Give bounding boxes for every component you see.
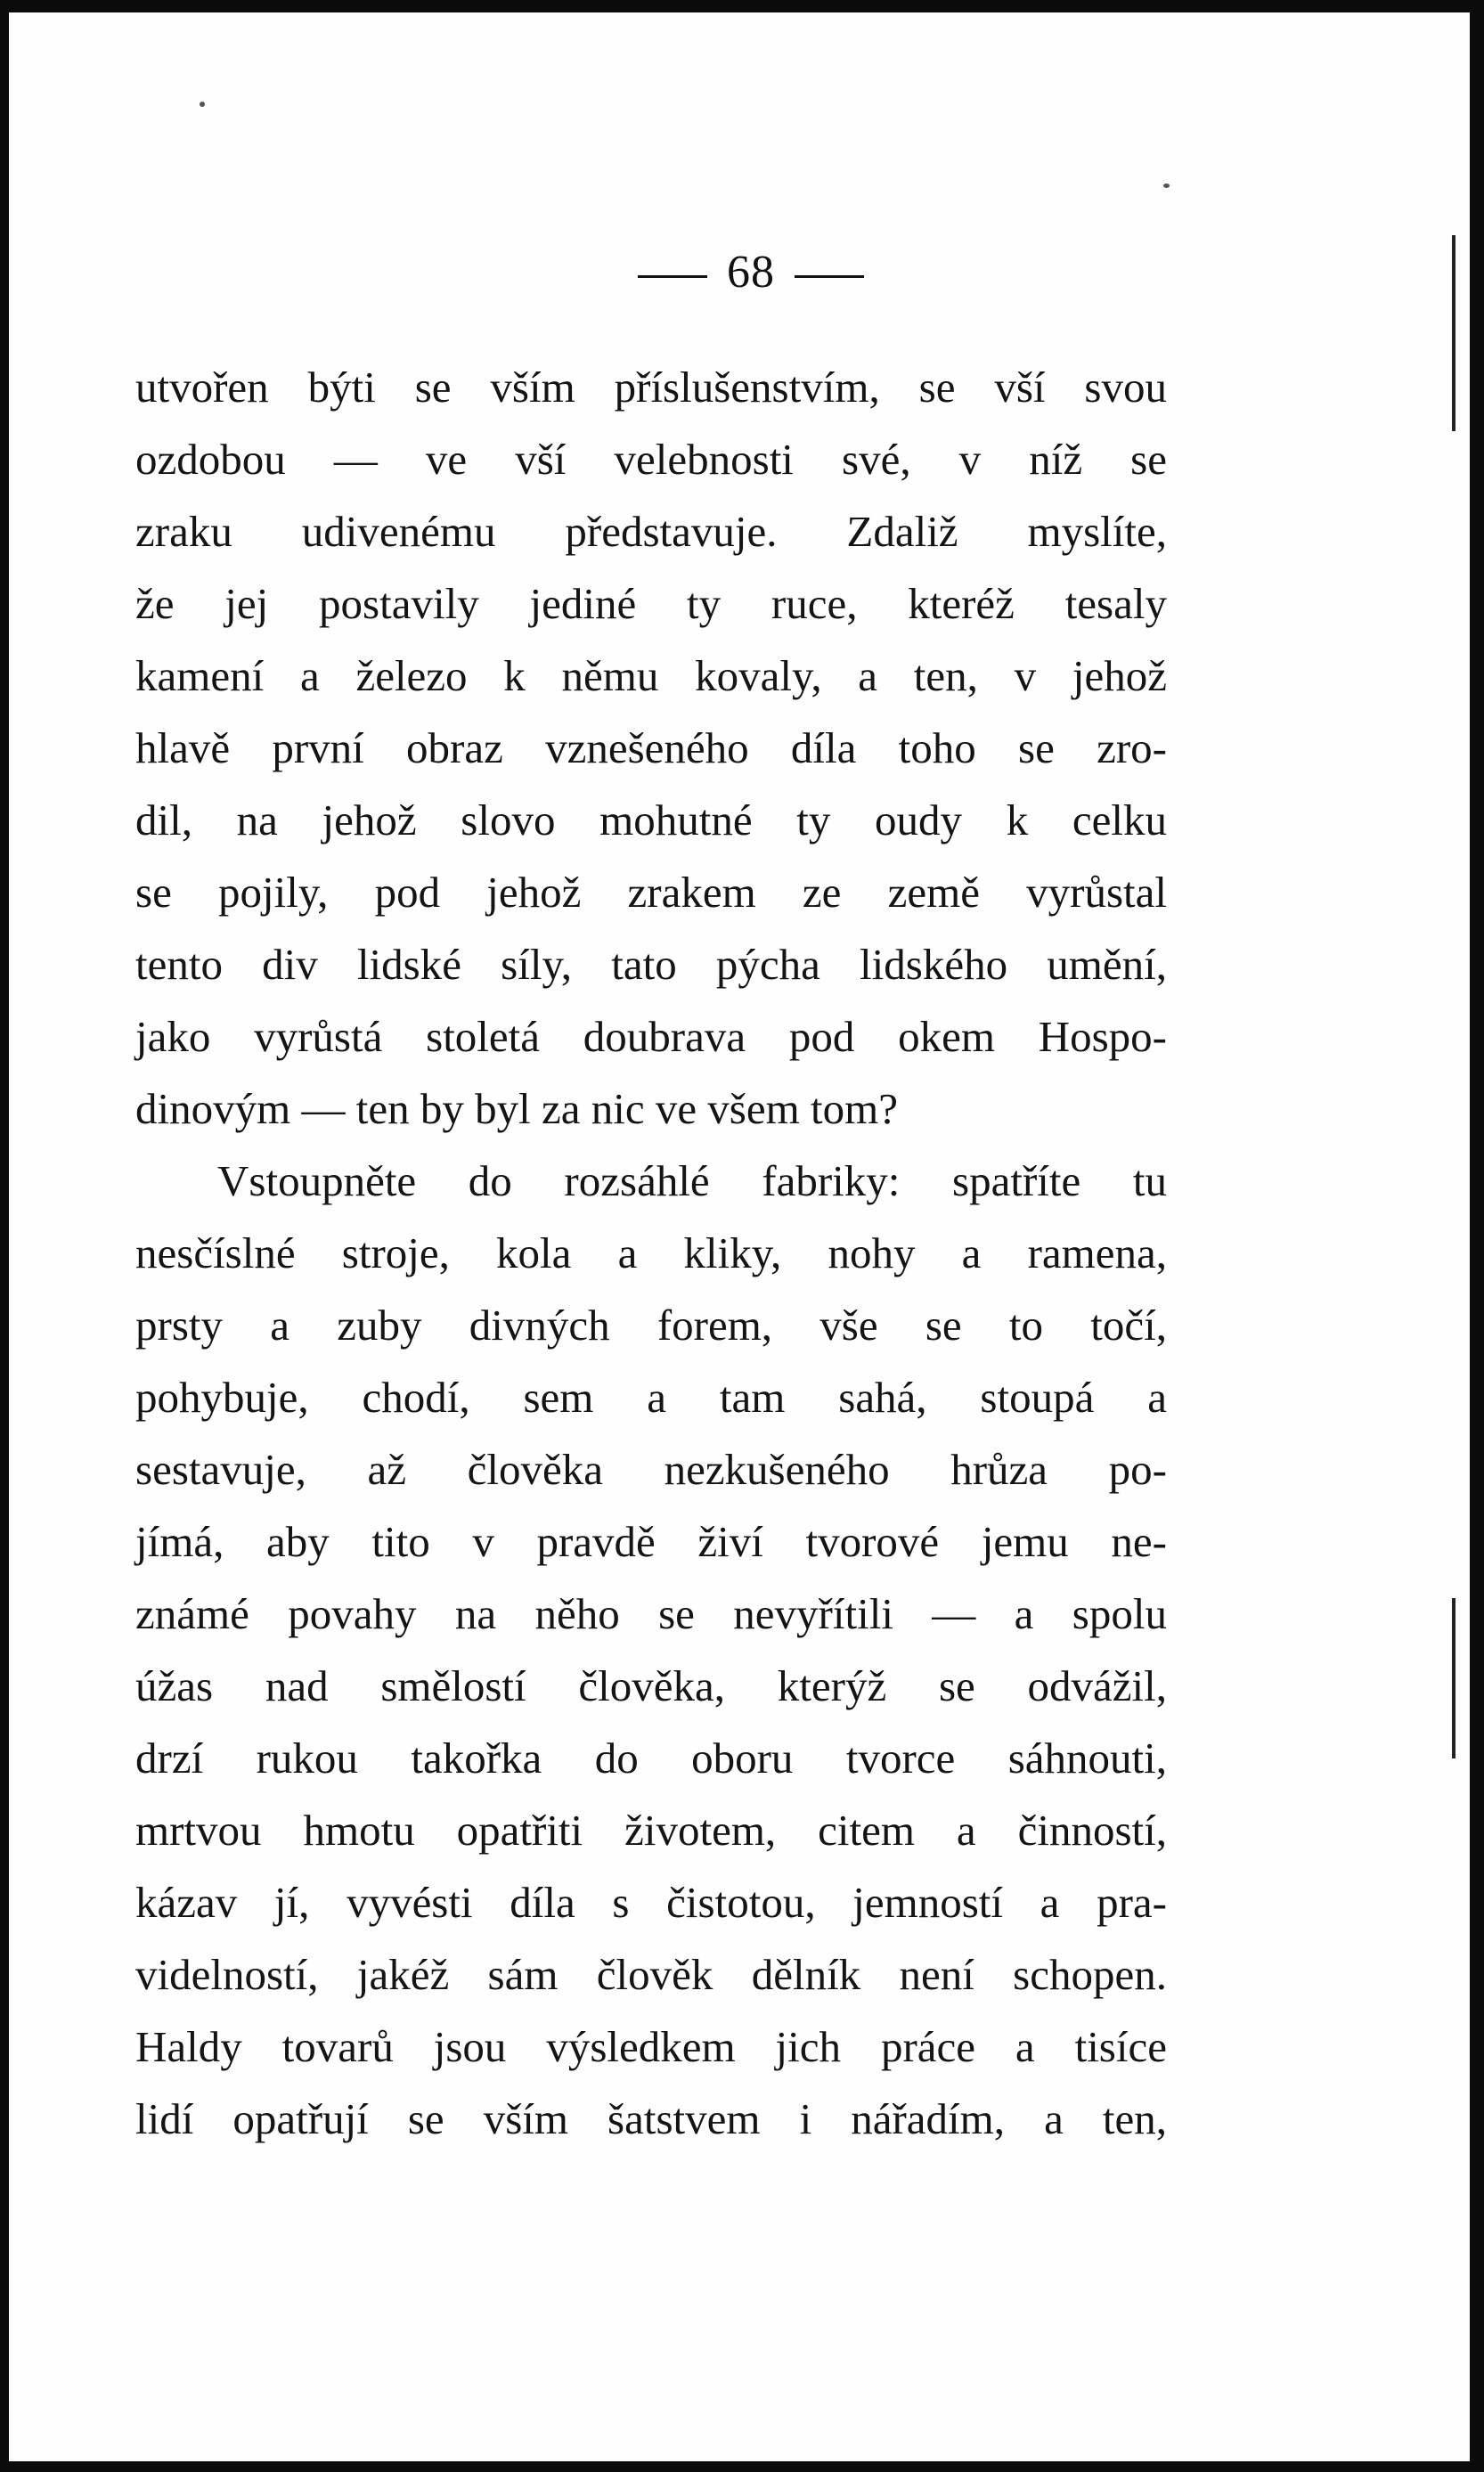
text-line: zraku udivenému představuje. Zdaliž myslíte, xyxy=(135,507,1167,556)
text-line: drzí rukou takořka do oboru tvorce sáhnouti, xyxy=(135,1734,1167,1783)
text-line: tento div lidské síly, tato pýcha lidského umění, xyxy=(135,940,1167,989)
text-line: dinovým — ten by byl za nic ve všem tom? xyxy=(135,1084,898,1133)
text-line: známé povahy na něho se nevyřítili — a spolu xyxy=(135,1589,1167,1638)
text-line: se pojily, pod jehož zrakem ze země vyrůstal xyxy=(135,868,1167,917)
text-line: jímá, aby tito v pravdě živí tvorové jemu ne- xyxy=(135,1517,1167,1566)
text-line: jako vyrůstá stoletá doubrava pod okem Hospo- xyxy=(135,1012,1167,1061)
scan-speck xyxy=(200,102,205,107)
text-line: Vstoupněte do rozsáhlé fabriky: spatříte tu xyxy=(217,1156,1167,1205)
body-text xyxy=(135,351,1167,2155)
page-number-dash-right xyxy=(795,275,864,278)
text-line: úžas nad smělostí člověka, kterýž se odvážil, xyxy=(135,1661,1167,1710)
text-line: lidí opatřují se vším šatstvem i nářadím, a ten, xyxy=(135,2094,1167,2143)
page-number-header xyxy=(9,246,1484,298)
text-line: hlavě první obraz vznešeného díla toho se zro- xyxy=(135,723,1167,772)
page-number: 68 xyxy=(727,247,775,298)
text-line: kázav jí, vyvésti díla s čistotou, jemností a pra- xyxy=(135,1878,1167,1927)
text-line: sestavuje, až člověka nezkušeného hrůza po- xyxy=(135,1445,1167,1494)
text-line: dil, na jehož slovo mohutné ty oudy k celku xyxy=(135,795,1167,844)
text-line: kamení a železo k němu kovaly, a ten, v jehož xyxy=(135,651,1167,700)
scan-speck xyxy=(1163,184,1170,188)
text-line: pohybuje, chodí, sem a tam sahá, stoupá a xyxy=(135,1373,1167,1422)
text-line: Haldy tovarů jsou výsledkem jich práce a tisíce xyxy=(135,2022,1167,2071)
text-line: utvořen býti se vším příslušenstvím, se vší svou xyxy=(135,363,1167,412)
text-line: videlností, jakéž sám člověk dělník není schopen. xyxy=(135,1950,1167,1999)
text-line: nesčíslné stroje, kola a kliky, nohy a ramena, xyxy=(135,1228,1167,1277)
text-line: prsty a zuby divných forem, vše se to točí, xyxy=(135,1301,1167,1350)
text-line: že jej postavily jediné ty ruce, kteréž tesaly xyxy=(135,579,1167,628)
scan-edge-mark xyxy=(1452,1598,1455,1758)
page-number-dash-left xyxy=(638,275,707,278)
text-line: ozdobou — ve vší velebnosti své, v níž se xyxy=(135,435,1167,484)
text-line: mrtvou hmotu opatřiti životem, citem a činností, xyxy=(135,1806,1167,1855)
